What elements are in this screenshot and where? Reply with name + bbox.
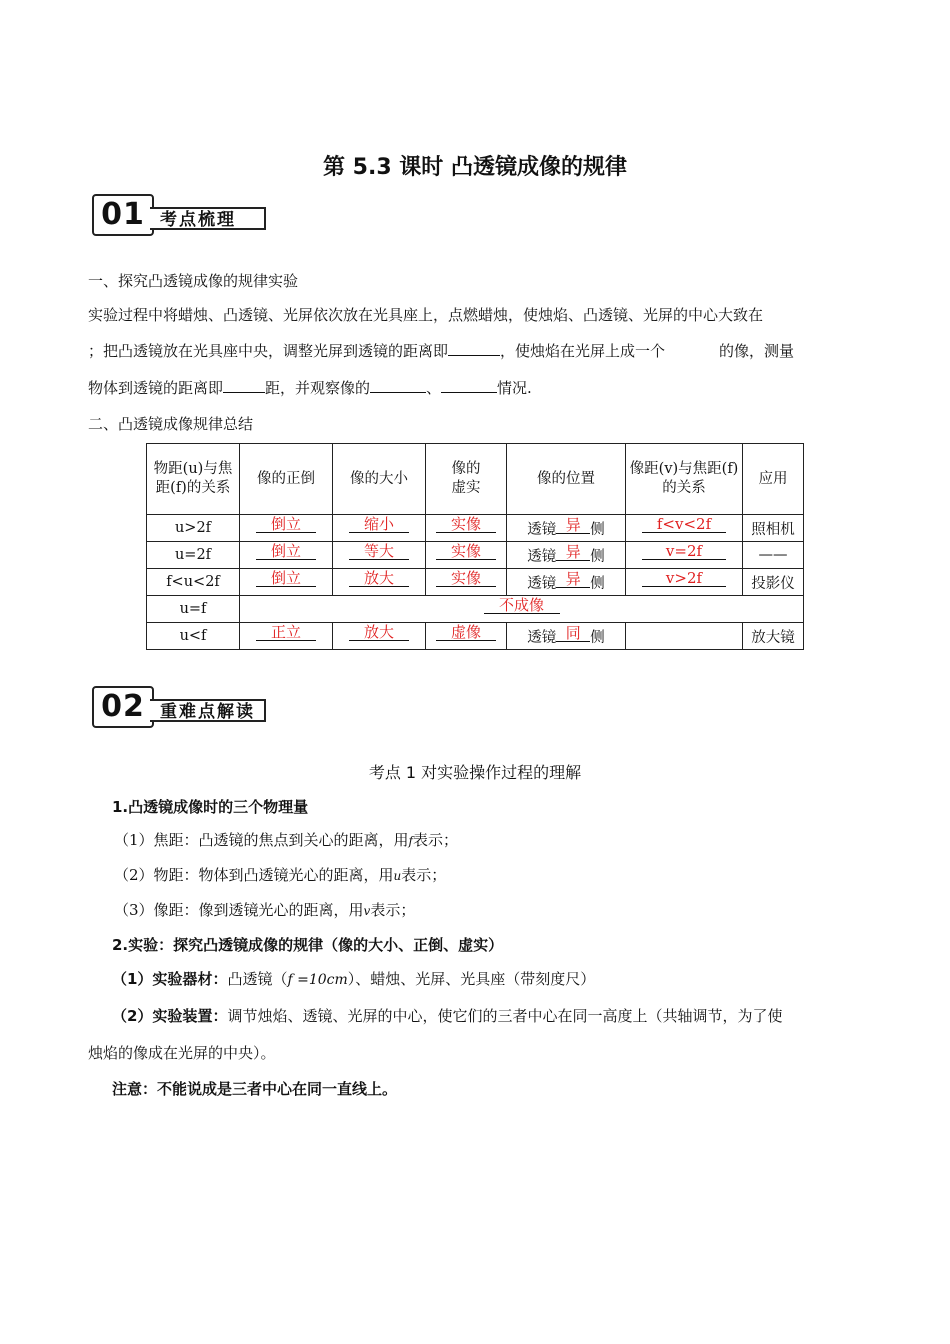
note-line: 注意：不能说成是三者中心在同一直线上。 [112,1080,398,1098]
line3-part-c: 、 [426,379,442,397]
table-row [147,542,804,569]
cell-nature: 实像 [426,542,507,569]
badge-number: 01 [92,194,154,236]
cell-nature: 实像 [426,569,507,596]
cell-size: 放大 [333,569,426,596]
section-badge-02 [92,686,270,726]
blank-distance [448,339,500,356]
cell-orientation: 倒立 [240,542,333,569]
point-heading-1: 1.凸透镜成像时的三个物理量 [112,798,309,816]
line2-part-b: ，使烛焰在光屏上成一个 [500,342,666,360]
section2-heading: 二、凸透镜成像规律总结 [88,415,254,433]
cell-image-distance: v>2f [626,569,743,596]
line2-part-c: 的像，测量 [719,342,795,360]
cell-position: 透镜 异 侧 [507,569,626,596]
cell-orientation: 倒立 [240,569,333,596]
badge-label: 考点梳理 [150,207,266,230]
cell-condition: u=2f [147,542,240,569]
badge-label: 重难点解读 [150,699,266,722]
setup-line-continued: 烛焰的像成在光屏的中央）。 [88,1044,276,1062]
cell-size: 缩小 [333,515,426,542]
cell-no-image: 不成像 [240,596,804,623]
section1-line3 [88,371,868,405]
cell-position: 透镜 同 侧 [507,623,626,650]
badge-number: 02 [92,686,154,728]
table-header-row [147,444,804,515]
header-cell: 像的虚实 [426,444,507,515]
cell-position: 透镜 异 侧 [507,542,626,569]
header-cell: 像的大小 [333,444,426,515]
cell-condition: u=f [147,596,240,623]
line3-part-b: 距，并观察像的 [265,379,371,397]
cell-size: 放大 [333,623,426,650]
cell-application: 投影仪 [743,569,804,596]
equipment-line: （1）实验器材：凸透镜（f =10cm）、蜡烛、光屏、光具座（带刻度尺） [112,970,596,988]
cell-image-distance [626,623,743,650]
subsection-title: 考点 1 对实验操作过程的理解 [368,763,582,782]
cell-size: 等大 [333,542,426,569]
point-image-distance: （3）像距：像到透镜光心的距离，用v表示； [114,901,416,919]
cell-application: —— [743,542,804,569]
line3-part-a: 物体到透镜的距离即 [88,379,224,397]
header-cell: 像的位置 [507,444,626,515]
line3-part-d: 情况. [497,379,532,397]
cell-nature: 虚像 [426,623,507,650]
cell-application: 照相机 [743,515,804,542]
table-row [147,596,804,623]
point-focal-length: （1）焦距：凸透镜的焦点到关心的距离，用f表示； [114,831,459,849]
line2-part-a: ；把凸透镜放在光具座中央，调整光屏到透镜的距离即 [88,342,449,360]
page-title: 第 5.3 课时 凸透镜成像的规律 [323,155,627,180]
point-heading-2: 2.实验：探究凸透镜成像的规律（像的大小、正倒、虚实） [112,936,504,954]
setup-line: （2）实验装置：调节烛焰、透镜、光屏的中心，使它们的三者中心在同一高度上（共轴调节，为了使 [112,1007,783,1025]
table-row [147,623,804,650]
section-badge-01 [92,194,270,234]
summary-table [146,443,804,650]
cell-condition: u<f [147,623,240,650]
table-row [147,515,804,542]
table-row [147,569,804,596]
cell-orientation: 正立 [240,623,333,650]
cell-condition: f<u<2f [147,569,240,596]
section1-heading: 一、探究凸透镜成像的规律实验 [88,272,299,290]
cell-orientation: 倒立 [240,515,333,542]
blank-object-distance [223,376,265,393]
header-cell: 像的正倒 [240,444,333,515]
cell-application: 放大镜 [743,623,804,650]
section1-line2 [88,334,868,368]
point-object-distance: （2）物距：物体到凸透镜光心的距离，用u表示； [114,866,447,884]
cell-image-distance: v=2f [626,542,743,569]
blank-observe-1 [370,376,426,393]
cell-position: 透镜 异 侧 [507,515,626,542]
header-cell: 物距(u)与焦距(f)的关系 [147,444,240,515]
blank-observe-2 [441,376,497,393]
cell-condition: u>2f [147,515,240,542]
header-cell: 像距(v)与焦距(f)的关系 [626,444,743,515]
header-cell: 应用 [743,444,804,515]
section1-line1: 实验过程中将蜡烛、凸透镜、光屏依次放在光具座上，点燃蜡烛，使烛焰、凸透镜、光屏的中心大致在 [88,306,764,324]
cell-image-distance: f<v<2f [626,515,743,542]
cell-nature: 实像 [426,515,507,542]
